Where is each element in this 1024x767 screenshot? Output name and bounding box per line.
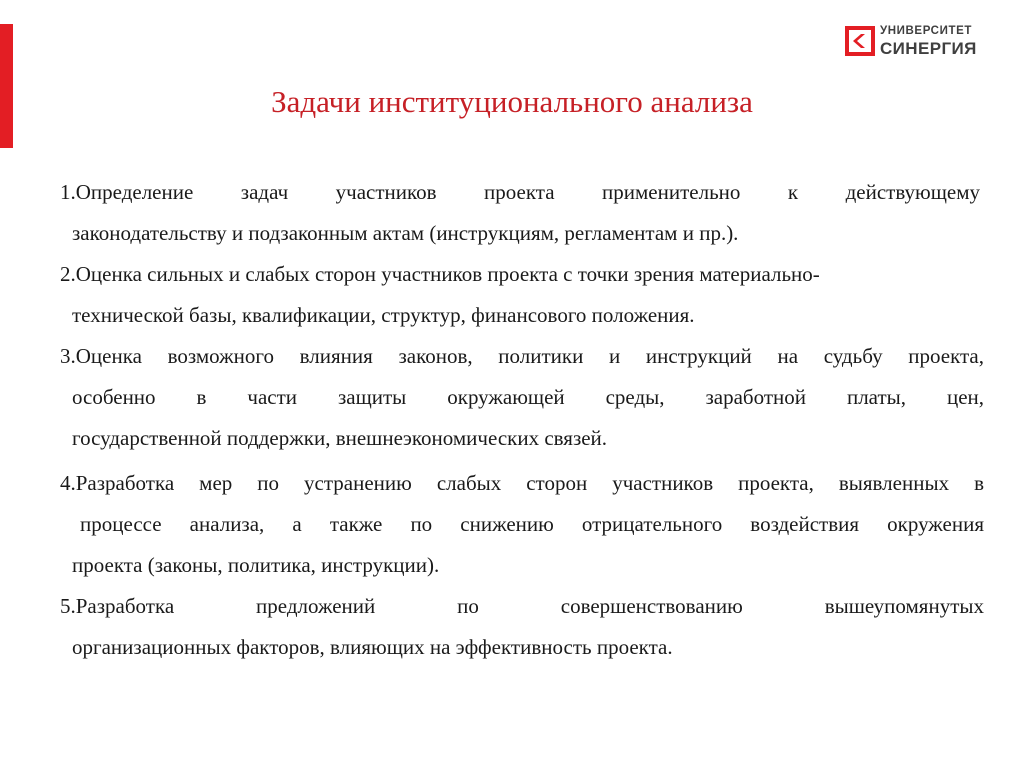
logo-line-2: СИНЕРГИЯ bbox=[880, 38, 977, 58]
list-item-line: государственной поддержки, внешнеэкономических связей. bbox=[72, 426, 608, 450]
list-item-line: проекта (законы, политика, инструкции). bbox=[72, 553, 440, 577]
list-item-line: особенно в части защиты окружающей среды, заработной платы, цен, bbox=[72, 385, 984, 409]
synergy-logo-icon bbox=[845, 26, 875, 56]
task-list bbox=[60, 172, 984, 668]
logo-line-1: УНИВЕРСИТЕТ bbox=[880, 25, 972, 37]
university-logo bbox=[845, 26, 977, 57]
slide-title: Задачи институционального анализа bbox=[271, 84, 753, 119]
list-item-line: 5.Разработка предложений по совершенствованию вышеупомянутых bbox=[60, 594, 984, 618]
list-item-line: организационных факторов, влияющих на эффективность проекта. bbox=[72, 635, 673, 659]
list-item-line: 4.Разработка мер по устранению слабых сторон участников проекта, выявленных в bbox=[60, 471, 984, 495]
list-item-line: 3.Оценка возможного влияния законов, политики и инструкций на судьбу проекта, bbox=[60, 344, 984, 368]
list-item bbox=[60, 463, 984, 586]
logo-text bbox=[880, 26, 977, 57]
list-item-line: технической базы, квалификации, структур, финансового положения. bbox=[72, 303, 695, 327]
list-item bbox=[60, 336, 984, 459]
list-item-line: законодательству и подзаконным актам (инструкциям, регламентам и пр.). bbox=[72, 221, 739, 245]
list-item bbox=[60, 254, 984, 336]
list-item-line: процессе анализа, а также по снижению отрицательного воздействия окружения bbox=[80, 512, 984, 536]
list-item bbox=[60, 172, 984, 254]
list-item-line: 2.Оценка сильных и слабых сторон участников проекта с точки зрения материально- bbox=[60, 262, 820, 286]
list-item-line: 1.Определение задач участников проекта применительно к действующему bbox=[60, 180, 980, 204]
list-item bbox=[60, 586, 984, 668]
